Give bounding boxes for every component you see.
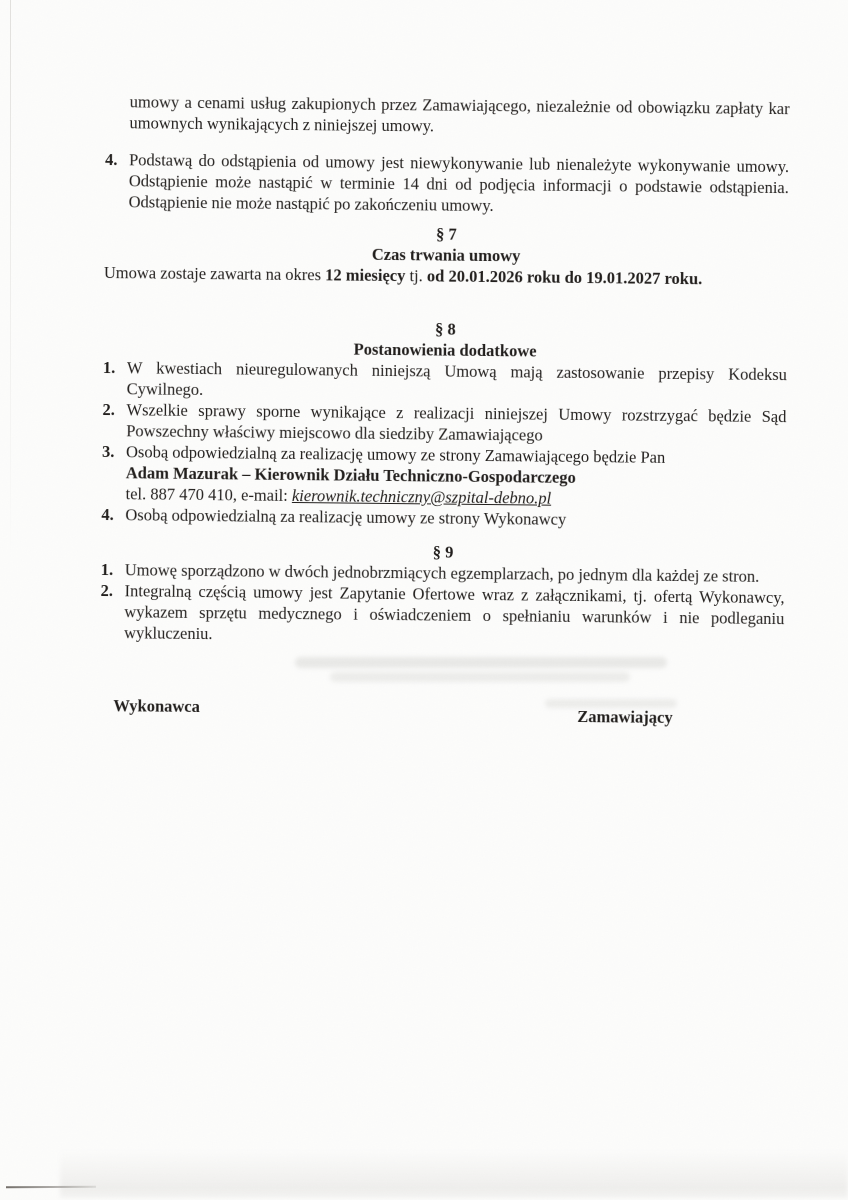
section-8-title: Postanowienia dodatkowe <box>353 339 537 361</box>
list-item-text: W kwestiach nieuregulowanych niniejszą Umową mają zastosowanie przepisy Kodeksu Cywilnego. <box>126 358 787 400</box>
list-item-text: Wszelkie sprawy sporne wynikające z realizacji niniejszej Umowy rozstrzygać będzie Sąd Powszechny właściwy miejscowo dla siedziby Zamawiającego <box>126 400 787 445</box>
list-number: 1. <box>100 559 114 580</box>
carryover-item-4 <box>105 149 790 219</box>
list-item-text: Podstawą do odstąpienia od umowy jest niewykonywanie lub nienależyte wykonywanie umowy. Odstąpienie może nastąpić w terminie 14 dni od podjęcia informacji o podstawie odstąpienia. Odstąpienie nie może nastąpić po zakończeniu umowy. <box>128 150 790 216</box>
list-item-text: Umowę sporządzono w dwóch jednobrzmiących egzemplarzach, po jednym dla każdej ze stron. <box>124 560 760 586</box>
email-address: kierownik.techniczny@szpital-debno.pl <box>291 485 552 508</box>
section-8-item-2 <box>102 399 786 448</box>
section-7-number: § 7 <box>435 224 457 244</box>
duration-middle: tj. <box>405 266 428 286</box>
duration-prefix: Umowa zostaje zawarta na okres <box>103 262 326 285</box>
scan-corner-line-artifact <box>6 1186 96 1188</box>
list-number: 2. <box>100 580 114 601</box>
list-item-text: Osobą odpowiedzialną za realizację umowy ze strony Wykonawcy <box>125 505 567 529</box>
section-7-title: Czas trwania umowy <box>371 244 521 266</box>
section-8-item-3 <box>101 441 786 511</box>
duration-value: 12 miesięcy <box>325 265 406 286</box>
list-number: 2. <box>102 399 115 420</box>
responsible-person-name: Adam Mazurak – Kierownik Działu Techniczno-Gospodarczego <box>125 463 576 487</box>
section-8-number: § 8 <box>434 319 456 339</box>
section-9-item-2 <box>100 580 785 650</box>
list-number: 4. <box>101 504 114 525</box>
document-content <box>99 74 790 727</box>
scan-bottom-smudge <box>60 1150 848 1198</box>
contact-details: tel. 887 470 410, e-mail: <box>125 484 293 505</box>
section-8-item-1 <box>103 357 787 406</box>
list-number: 3. <box>101 441 115 462</box>
signature-row <box>99 695 783 727</box>
signature-label-ordering-party: Zamawiający <box>577 706 673 727</box>
signature-label-contractor: Wykonawca <box>113 696 200 717</box>
list-item-text: Osobą odpowiedzialną za realizację umowy ze strony Zamawiającego będzie Pan <box>125 442 666 467</box>
list-number: 1. <box>102 357 116 378</box>
list-number: 4. <box>105 149 118 170</box>
scan-edge-artifact <box>10 0 11 560</box>
carryover-paragraph: umowy a cenami usług zakupionych przez Zamawiającego, niezależnie od obowiązku zapłaty kar umownych wynikających z niniejszej umowy. <box>129 91 790 135</box>
list-item-text: Integralną częścią umowy jest Zapytanie Ofertowe wraz z załącznikami, tj. ofertą Wykonawcy, wykazem sprzętu medycznego i oświadczeniem o spełnianiu warunków i nie podleganiu wykluczeniu. <box>124 581 785 644</box>
section-9-number: § 9 <box>432 542 454 562</box>
contract-dates: od 20.01.2026 roku do 19.01.2027 roku. <box>426 266 703 289</box>
